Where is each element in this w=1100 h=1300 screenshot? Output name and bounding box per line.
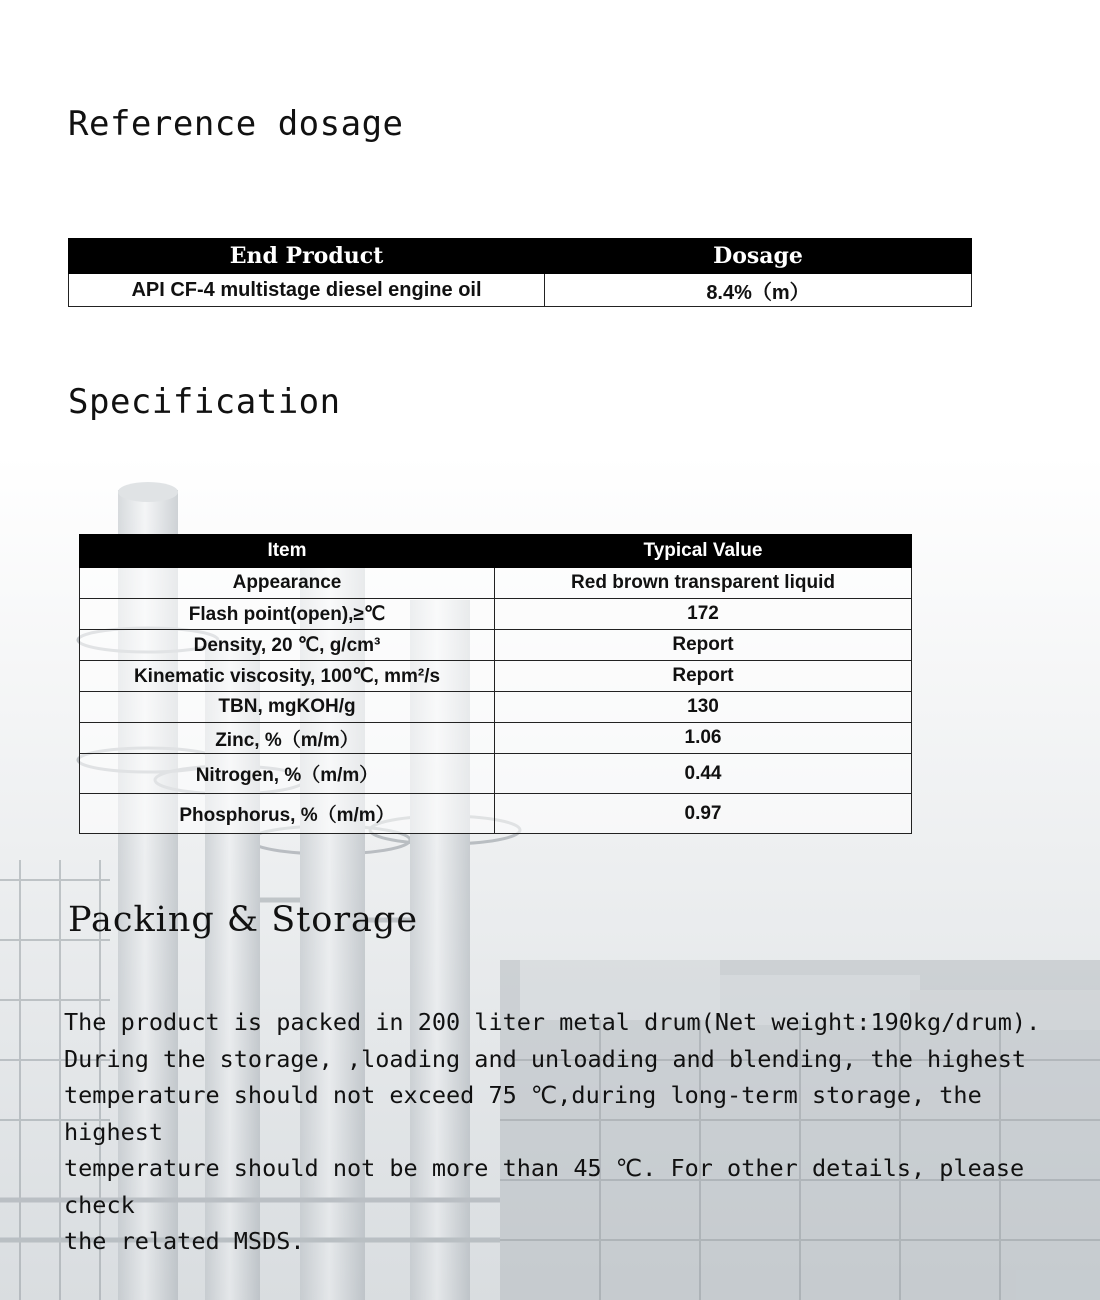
value-cell: 0.97 bbox=[495, 794, 912, 834]
item-cell: Appearance bbox=[80, 568, 495, 599]
end-product-cell: API CF-4 multistage diesel engine oil bbox=[69, 274, 545, 307]
dosage-table-header bbox=[69, 239, 972, 274]
dosage-cell: 8.4%（m） bbox=[545, 274, 972, 307]
value-cell: Report bbox=[495, 630, 912, 661]
spec-table-header bbox=[80, 535, 912, 568]
item-cell: Kinematic viscosity, 100℃, mm²/s bbox=[80, 661, 495, 692]
packing-storage-title: Packing & Storage bbox=[68, 900, 419, 940]
item-cell: Density, 20 ℃, g/cm³ bbox=[80, 630, 495, 661]
specification-table bbox=[79, 534, 912, 834]
header-item: Item bbox=[80, 535, 495, 568]
value-cell: 172 bbox=[495, 599, 912, 630]
reference-dosage-title: Reference dosage bbox=[68, 104, 404, 144]
header-typical-value: Typical Value bbox=[495, 535, 912, 568]
value-cell: 130 bbox=[495, 692, 912, 723]
item-cell: Zinc, %（m/m） bbox=[80, 723, 495, 754]
header-dosage: Dosage bbox=[545, 239, 972, 274]
table-row bbox=[80, 794, 912, 834]
table-row bbox=[80, 661, 912, 692]
value-cell: Red brown transparent liquid bbox=[495, 568, 912, 599]
specification-title: Specification bbox=[68, 382, 341, 422]
table-row bbox=[80, 692, 912, 723]
value-cell: 1.06 bbox=[495, 723, 912, 754]
header-end-product: End Product bbox=[69, 239, 545, 274]
table-row bbox=[80, 568, 912, 599]
item-cell: Phosphorus, %（m/m） bbox=[80, 794, 495, 834]
table-row bbox=[80, 723, 912, 754]
table-row bbox=[80, 754, 912, 794]
item-cell: Flash point(open),≥℃ bbox=[80, 599, 495, 630]
table-row bbox=[80, 630, 912, 661]
packing-storage-paragraph: The product is packed in 200 liter metal drum(Net weight:190kg/drum). During the storage, ,loading and unloading and blending, the highest temperature should not exceed 75 ℃,during long-term storage, the highest temperature should not be more than 45 ℃. For other details, please check the related MSDS. bbox=[64, 1008, 1041, 1255]
value-cell: Report bbox=[495, 661, 912, 692]
table-row bbox=[80, 599, 912, 630]
item-cell: TBN, mgKOH/g bbox=[80, 692, 495, 723]
value-cell: 0.44 bbox=[495, 754, 912, 794]
table-row bbox=[69, 274, 972, 307]
dosage-table bbox=[68, 238, 972, 307]
item-cell: Nitrogen, %（m/m） bbox=[80, 754, 495, 794]
